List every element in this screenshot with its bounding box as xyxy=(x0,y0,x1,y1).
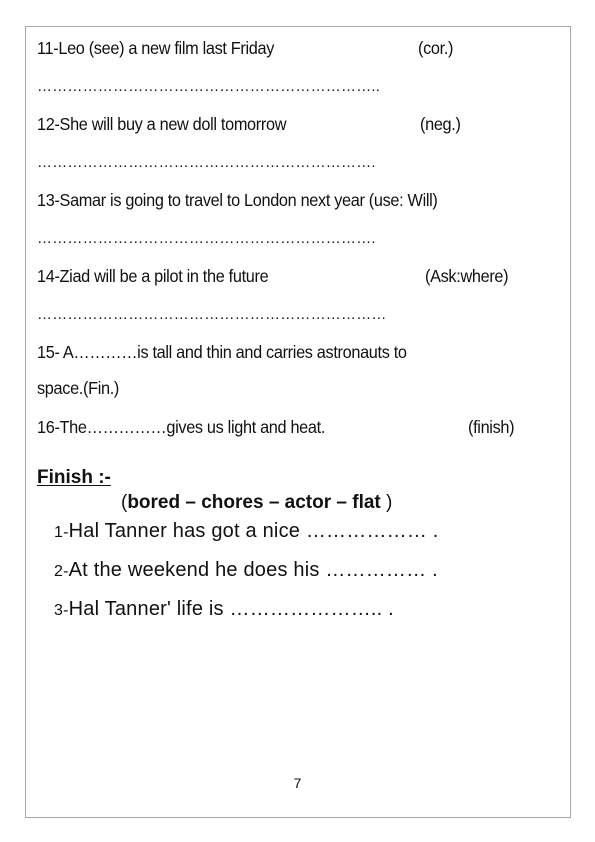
finish-item-number: 3- xyxy=(54,602,69,619)
question-11-text: 11-Leo (see) a new film last Friday xyxy=(37,38,275,58)
finish-item-text: At the weekend he does his …………… . xyxy=(68,559,438,581)
question-15-text-line-1: 15- A…………is tall and thin and carries astronauts to xyxy=(37,342,407,362)
question-11-instruction: (cor.) xyxy=(418,38,454,58)
word-bank-open-paren: ( xyxy=(121,492,128,513)
word-bank-close-paren: ) xyxy=(380,492,393,513)
question-13-text: 13-Samar is going to travel to London next year (use: Will) xyxy=(37,190,438,210)
word-bank-words: bored – chores – actor – flat xyxy=(127,492,381,513)
question-14-text: 14-Ziad will be a pilot in the future xyxy=(37,266,269,286)
finish-item-text: Hal Tanner has got a nice ……………… . xyxy=(68,520,439,542)
finish-item-text: Hal Tanner' life is ………………….. . xyxy=(68,598,394,620)
question-14-answer-line: …………………………………………………………… xyxy=(37,306,387,323)
finish-item-3 xyxy=(54,598,394,621)
question-15-text-line-2: space.(Fin.) xyxy=(37,378,120,398)
question-12-text: 12-She will buy a new doll tomorrow xyxy=(37,114,287,134)
page-number: 7 xyxy=(293,775,302,791)
question-14-instruction: (Ask:where) xyxy=(425,266,509,286)
question-12-answer-line: …………………………………………………………. xyxy=(37,154,376,171)
finish-item-number: 2- xyxy=(54,563,69,580)
question-16-instruction: (finish) xyxy=(468,417,515,437)
question-13-answer-line: …………………………………………………………. xyxy=(37,230,376,247)
question-11-answer-line: ………………………………………………………….. xyxy=(37,78,381,95)
finish-item-number: 1- xyxy=(54,524,69,541)
finish-item-2 xyxy=(54,559,438,582)
word-bank xyxy=(121,492,392,514)
finish-section-title: Finish :- xyxy=(37,467,111,488)
finish-item-1 xyxy=(54,520,439,543)
question-16-text: 16-The……………gives us light and heat. xyxy=(37,417,326,437)
question-12-instruction: (neg.) xyxy=(420,114,461,134)
